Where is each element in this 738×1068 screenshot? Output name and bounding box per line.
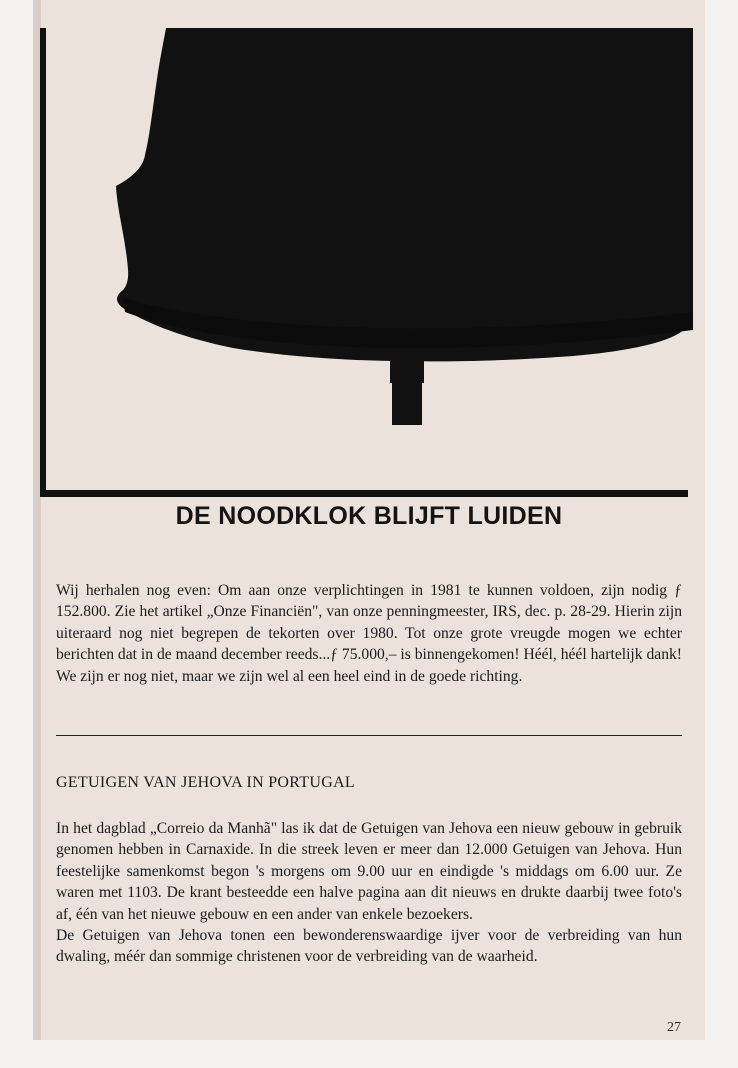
portugal-article xyxy=(56,818,682,968)
portugal-paragraph-1: In het dagblad „Correio da Manhã" las ik dat de Getuigen van Jehova een nieuw gebouw in gebruik genomen hebben in Carnaxide. In die streek leven er meer dan 12.000 Getuigen van Jehova. Hun feestelijke samenkomst begon 's morgens om 9.00 uur en eindigde 's middags om 6.00 uur. Ze waren met 1103. De krant besteedde een halve pagina aan dit nieuws en drukte daarbij twee foto's af, één van het nieuwe gebouw en een ander van enkele bezoekers. xyxy=(56,820,682,923)
bell-body xyxy=(116,28,693,361)
bell-clapper-stem xyxy=(390,355,424,383)
section-heading: GETUIGEN VAN JEHOVA IN PORTUGAL xyxy=(56,774,356,791)
intro-paragraph: Wij herhalen nog even: Om aan onze verplichtingen in 1981 te kunnen voldoen, zijn nodig ƒ 152.800. Zie het artikel „Onze Financiën", van onze penningmeester, IRS, dec. p. 28-29. Hierin zijn uiteraard nog niet begrepen de tekorten over 1980. Tot onze grote vreugde mogen we echter berichten dat in de maand december reeds...ƒ 75.000,– is binnengekomen! Héél, héél hartelijk dank! We zijn er nog niet, maar we zijn wel al een heel eind in de goede richting. xyxy=(56,582,682,685)
frame-left-bar xyxy=(40,28,46,496)
bell-clapper xyxy=(392,380,422,425)
portugal-paragraph-2: De Getuigen van Jehova tonen een bewonderenswaardige ijver voor de verbreiding van hun dwaling, méér dan sommige christenen voor de verbreiding van de waarheid. xyxy=(56,927,682,966)
section-divider xyxy=(56,735,682,736)
frame-bottom-bar xyxy=(40,490,688,497)
headline: DE NOODKLOK BLIJFT LUIDEN xyxy=(175,502,563,530)
magazine-page xyxy=(33,0,705,1040)
bell-illustration xyxy=(33,0,705,500)
page-number: 27 xyxy=(667,1020,681,1035)
